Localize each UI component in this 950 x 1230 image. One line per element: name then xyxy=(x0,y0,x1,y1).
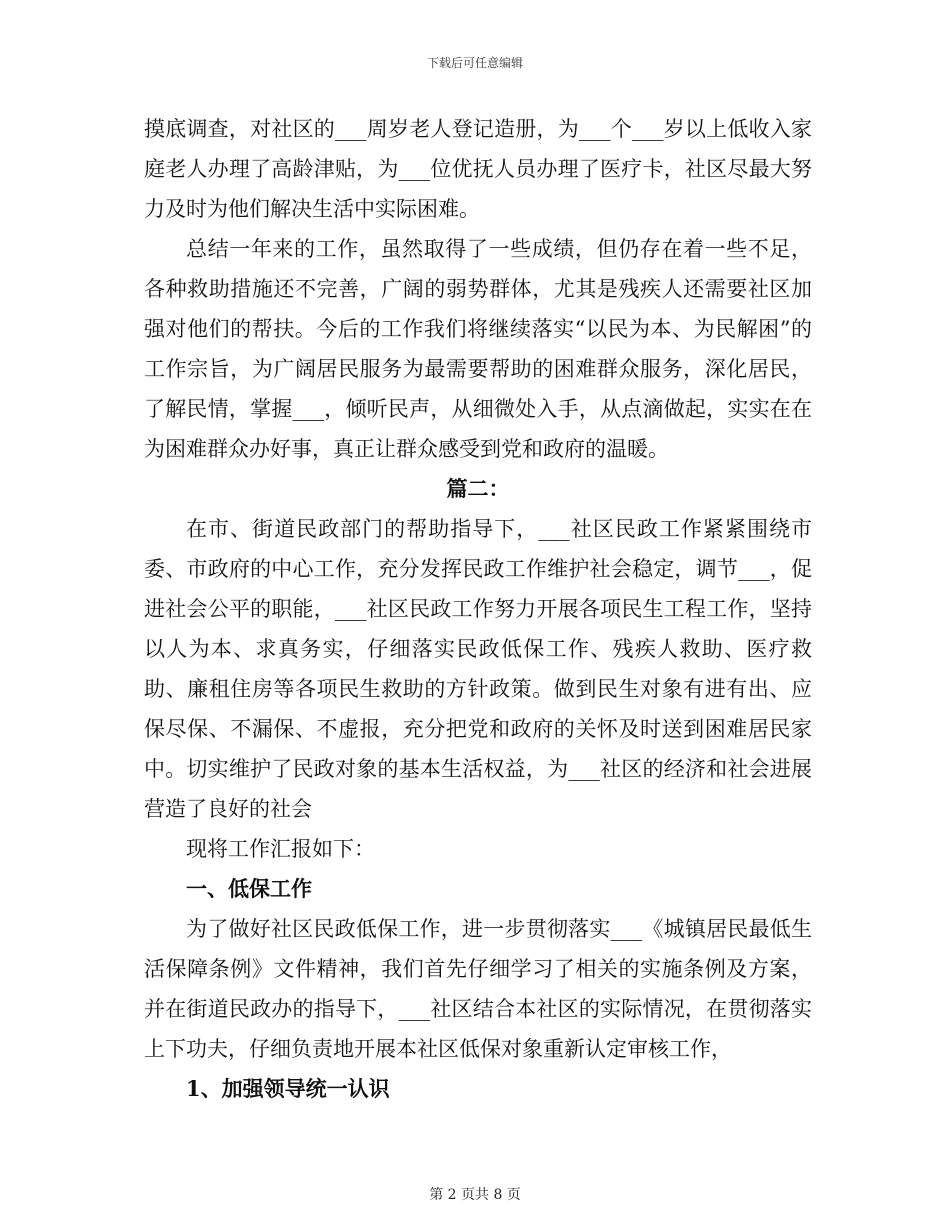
body-paragraph: 为了做好社区民政低保工作，进一步贯彻落实___《城镇居民最低生活保障条例》文件精神，我们首先仔细学习了相关的实施条例及方案，并在街道民政办的指导下，___社区结合本社区的实际情况，在贯彻落实上下功夫，仔细负责地开展本社区低保对象重新认定审核工作， xyxy=(144,917,812,1061)
body-paragraph: 总结一年来的工作，虽然取得了一些成绩，但仍存在着一些不足，各种救助措施还不完善，广阔的弱势群体，尤其是残疾人还需要社区加强对他们的帮扶。今后的工作我们将继续落实“以民为本、为民解困”的工作宗旨，为广阔居民服务为最需要帮助的困难群众服务，深化居民，了解民情，掌握___，倾听民声，从细微处入手，从点滴做起，实实在在为困难群众办好事，真正让群众感受到党和政府的温暖。 xyxy=(144,237,812,461)
section-heading: 一、低保工作 xyxy=(186,876,312,901)
page-header: 下载后可任意编辑 xyxy=(426,56,523,70)
page-footer: 第 2 页共 8 页 xyxy=(429,1187,521,1203)
document-body xyxy=(144,109,812,1109)
body-paragraph: 在市、街道民政部门的帮助指导下，___社区民政工作紧紧围绕市委、市政府的中心工作，充分发挥民政工作维护社会稳定，调节___，促进社会公平的职能，___社区民政工作努力开展各项民生工程工作，坚持以人为本、求真务实，仔细落实民政低保工作、残疾人救助、医疗救助、廉租住房等各项民生救助的方针政策。做到民生对象有进有出、应保尽保、不漏保、不虚报，充分把党和政府的关怀及时送到困难居民家中。切实维护了民政对象的基本生活权益，为___社区的经济和社会进展营造了良好的社会 xyxy=(144,517,812,821)
subsection-heading: 1、加强领导统一认识 xyxy=(186,1076,390,1101)
body-paragraph: 摸底调查，对社区的___周岁老人登记造册，为___个___岁以上低收入家庭老人办理了高龄津贴，为___位优抚人员办理了医疗卡，社区尽最大努力及时为他们解决生活中实际困难。 xyxy=(144,117,812,221)
body-paragraph: 现将工作汇报如下： xyxy=(186,837,375,861)
section-title: 篇二： xyxy=(446,476,510,501)
